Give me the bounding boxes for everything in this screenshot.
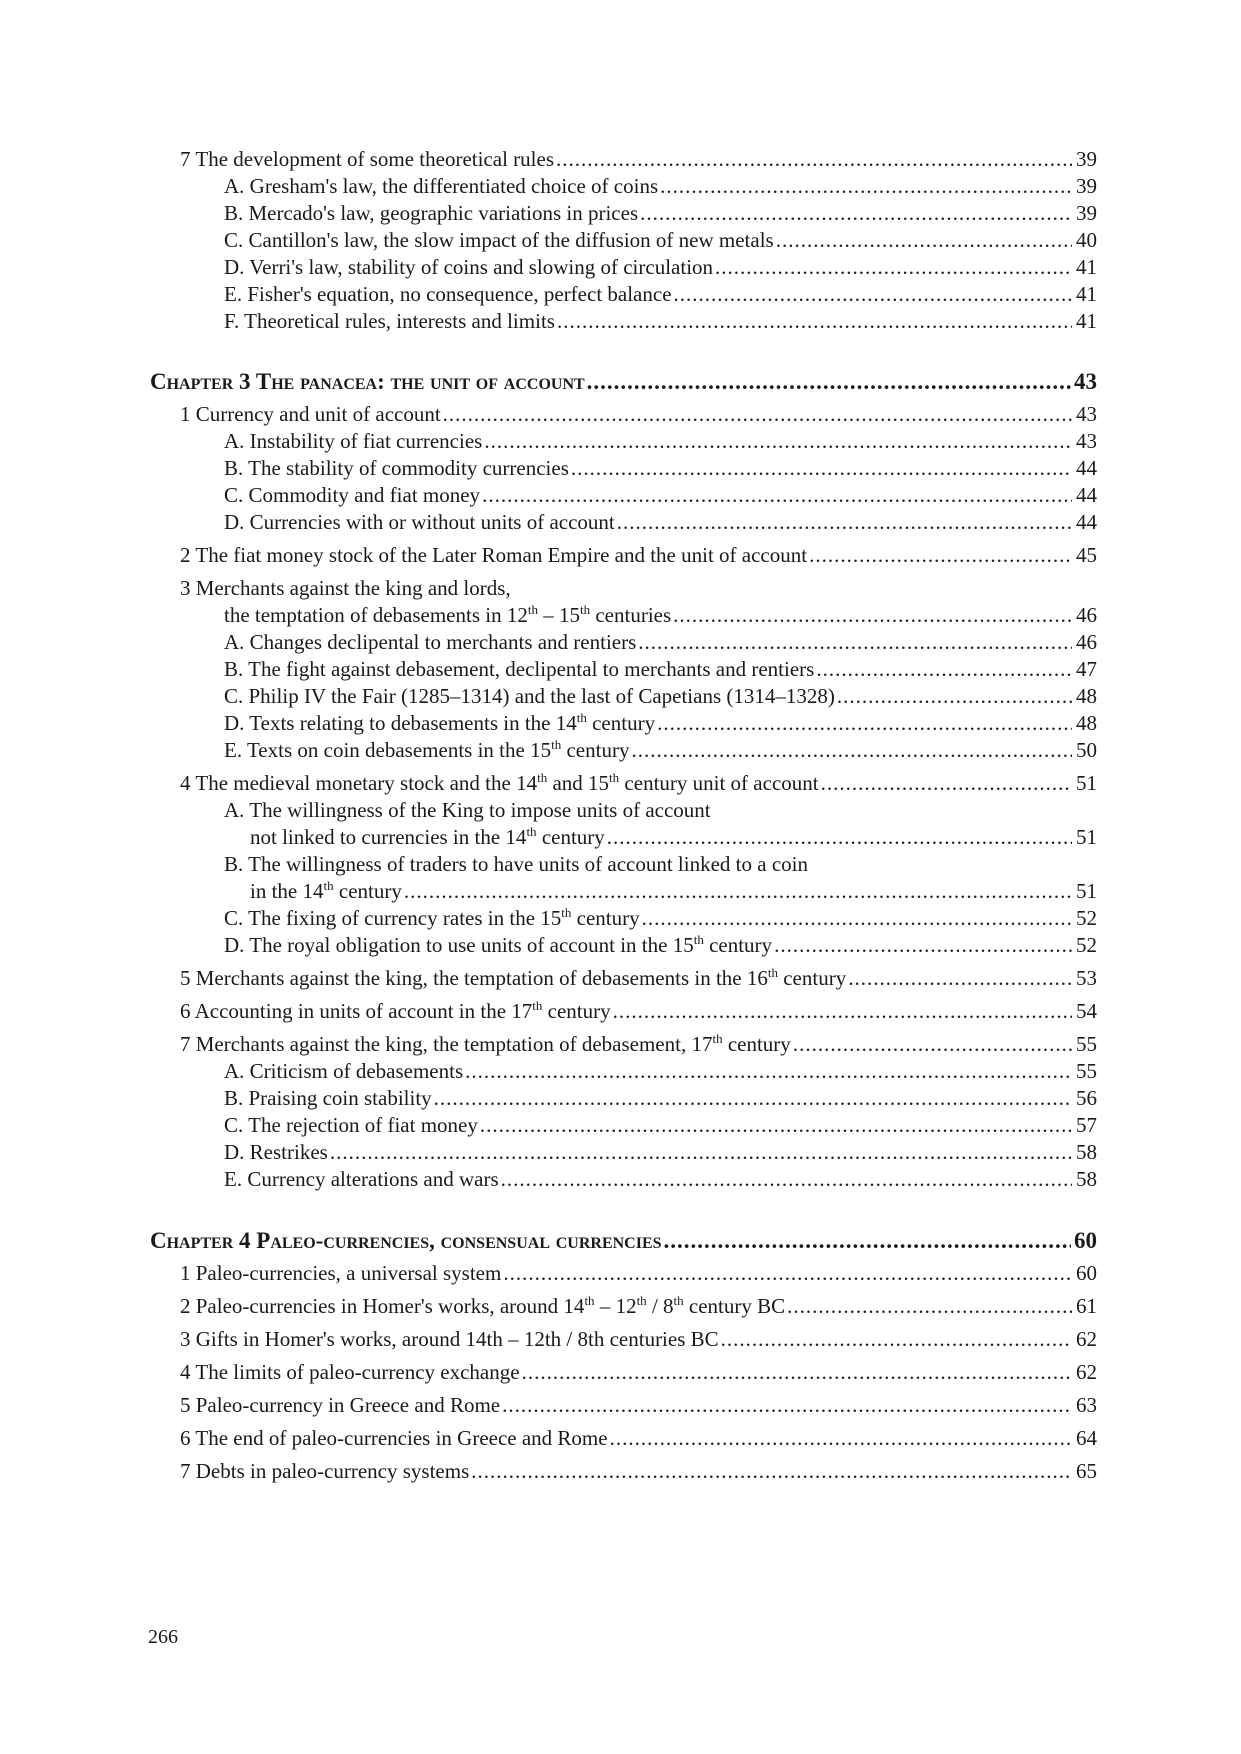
toc-page-number: 55	[1076, 1059, 1097, 1083]
toc-page-number: 63	[1076, 1393, 1097, 1417]
toc-entry-title: 5 Paleo-currency in Greece and Rome	[180, 1393, 501, 1417]
dot-leader	[617, 509, 1072, 536]
toc-entry-title: A. Changes declipental to merchants and rentiers	[224, 630, 637, 654]
dot-leader	[613, 998, 1072, 1025]
chapter-page-number: 43	[1074, 369, 1097, 394]
toc-entry-title: B. Mercado's law, geographic variations in prices	[224, 201, 639, 225]
dot-leader	[642, 905, 1072, 932]
toc-entry[interactable]	[150, 509, 1097, 536]
toc-entry-title: B. The stability of commodity currencies	[224, 456, 569, 480]
toc-entry[interactable]	[150, 683, 1097, 710]
toc-entry[interactable]	[150, 1392, 1097, 1419]
toc-entry-title: D. The royal obligation to use units of account in the 15th century	[224, 932, 773, 957]
toc-page-number: 39	[1076, 174, 1097, 198]
toc-page-number: 39	[1076, 147, 1097, 171]
toc-page-number: 64	[1076, 1426, 1097, 1450]
toc-entry[interactable]	[150, 428, 1097, 455]
dot-leader	[610, 1425, 1072, 1452]
toc-entry[interactable]	[150, 851, 1097, 878]
toc-page-number: 50	[1076, 738, 1097, 762]
dot-leader	[434, 1085, 1072, 1112]
dot-leader	[556, 146, 1072, 173]
toc-chapter-heading[interactable]	[150, 1225, 1097, 1256]
toc-entry[interactable]	[150, 797, 1097, 824]
toc-entry-title: 3 Gifts in Homer's works, around 14th – 12th / 8th centuries BC	[180, 1327, 719, 1351]
dot-leader	[330, 1139, 1072, 1166]
toc-entry-title: B. Praising coin stability	[224, 1086, 432, 1110]
toc-entry-title: 7 Merchants against the king, the temptation of debasement, 17th century	[180, 1031, 791, 1056]
toc-page-number: 44	[1076, 483, 1097, 507]
toc-entry-title: E. Fisher's equation, no consequence, perfect balance	[224, 282, 672, 306]
dot-leader	[640, 200, 1072, 227]
toc-entry[interactable]	[150, 824, 1097, 851]
dot-leader	[673, 602, 1072, 629]
toc-entry-title: 2 The fiat money stock of the Later Roman Empire and the unit of account	[180, 543, 808, 567]
toc-entry[interactable]	[150, 1139, 1097, 1166]
toc-entry[interactable]	[150, 146, 1097, 173]
dot-leader	[465, 1058, 1072, 1085]
chapter-title: Chapter 3 The panacea: the unit of account	[150, 369, 585, 394]
dot-leader	[776, 227, 1072, 254]
toc-page-number: 44	[1076, 510, 1097, 534]
dot-leader	[793, 1031, 1072, 1058]
toc-page-number: 52	[1076, 933, 1097, 957]
dot-leader	[774, 932, 1072, 959]
toc-entry[interactable]	[150, 710, 1097, 737]
toc-page-number: 51	[1076, 825, 1097, 849]
toc-entry[interactable]	[150, 1085, 1097, 1112]
toc-page-number: 58	[1076, 1167, 1097, 1191]
toc-entry[interactable]	[150, 1359, 1097, 1386]
dot-leader	[848, 965, 1072, 992]
dot-leader	[522, 1359, 1072, 1386]
dot-leader	[715, 254, 1072, 281]
toc-entry[interactable]	[150, 998, 1097, 1025]
toc-entry-title: E. Texts on coin debasements in the 15th century	[224, 737, 630, 762]
toc-entry-title: C. Cantillon's law, the slow impact of the diffusion of new metals	[224, 228, 774, 252]
dot-leader	[809, 542, 1072, 569]
toc-entry-title: A. Criticism of debasements	[224, 1059, 464, 1083]
toc-entry-title: 4 The medieval monetary stock and the 14th and 15th century unit of account	[180, 770, 819, 795]
toc-entry-title: A. Gresham's law, the differentiated choice of coins	[224, 174, 659, 198]
toc-page-number: 53	[1076, 966, 1097, 990]
toc-entry-title: B. The fight against debasement, declipental to merchants and rentiers	[224, 657, 815, 681]
toc-page-number: 41	[1076, 282, 1097, 306]
toc-page-number: 45	[1076, 543, 1097, 567]
toc-page-number: 41	[1076, 309, 1097, 333]
toc-page-number: 65	[1076, 1459, 1097, 1483]
dot-leader	[638, 629, 1072, 656]
chapter-title: Chapter 4 Paleo-currencies, consensual currencies	[150, 1228, 662, 1253]
dot-leader	[501, 1166, 1072, 1193]
toc-entry-title: D. Restrikes	[224, 1140, 328, 1164]
dot-leader	[480, 1112, 1072, 1139]
page-number: 266	[148, 1626, 178, 1648]
toc-entry[interactable]	[150, 1260, 1097, 1287]
toc-entry-title: 7 Debts in paleo-currency systems	[180, 1459, 470, 1483]
toc-page-number: 52	[1076, 906, 1097, 930]
toc-entry-title: E. Currency alterations and wars	[224, 1167, 499, 1191]
toc-entry-title: 1 Paleo-currencies, a universal system	[180, 1261, 502, 1285]
toc-entry-title: 6 Accounting in units of account in the 17th century	[180, 998, 611, 1023]
dot-leader	[821, 770, 1072, 797]
toc-entry-title: 2 Paleo-currencies in Homer's works, around 14th – 12th / 8th century BC	[180, 1293, 786, 1318]
toc-entry[interactable]	[150, 542, 1097, 569]
dot-leader	[631, 737, 1072, 764]
toc-entry[interactable]	[150, 770, 1097, 797]
toc-entry-title: A. The willingness of the King to impose units of account	[224, 798, 711, 822]
toc-entry-title: B. The willingness of traders to have units of account linked to a coin	[224, 852, 808, 876]
toc-entry-title: 6 The end of paleo-currencies in Greece and Rome	[180, 1426, 608, 1450]
toc-entry[interactable]	[150, 737, 1097, 764]
toc-entry[interactable]	[150, 1058, 1097, 1085]
toc-page-number: 51	[1076, 879, 1097, 903]
toc-entry[interactable]	[150, 656, 1097, 683]
toc-entry-title: C. The fixing of currency rates in the 15th century	[224, 905, 640, 930]
dot-leader	[502, 1392, 1072, 1419]
chapter-page-number: 60	[1074, 1228, 1097, 1253]
toc-entry-title: C. Philip IV the Fair (1285–1314) and the last of Capetians (1314–1328)	[224, 684, 835, 708]
dot-leader	[443, 401, 1072, 428]
toc-entry[interactable]	[150, 254, 1097, 281]
toc-entry-title: not linked to currencies in the 14th century	[250, 824, 605, 849]
toc-page-number: 44	[1076, 456, 1097, 480]
toc-page-number: 43	[1076, 402, 1097, 426]
toc-entry-title: in the 14th century	[250, 878, 402, 903]
toc-entry-title: the temptation of debasements in 12th – 15th centuries	[224, 602, 672, 627]
toc-entry-title: 7 The development of some theoretical rules	[180, 147, 554, 171]
toc-entry[interactable]	[150, 1326, 1097, 1353]
toc-entry[interactable]	[150, 1166, 1097, 1193]
toc-entry[interactable]	[150, 905, 1097, 932]
toc-entry[interactable]	[150, 281, 1097, 308]
toc-entry[interactable]	[150, 173, 1097, 200]
dot-leader	[587, 366, 1071, 397]
toc-page-number: 58	[1076, 1140, 1097, 1164]
dot-leader	[657, 710, 1072, 737]
toc-entry[interactable]	[150, 200, 1097, 227]
toc-entry[interactable]	[150, 401, 1097, 428]
toc-entry[interactable]	[150, 1458, 1097, 1485]
toc-page-number: 57	[1076, 1113, 1097, 1137]
dot-leader	[571, 455, 1072, 482]
toc-entry-title: D. Currencies with or without units of account	[224, 510, 615, 534]
toc-entry[interactable]	[150, 1293, 1097, 1320]
toc-entry-title: D. Texts relating to debasements in the 14th century	[224, 710, 656, 735]
toc-page-number: 62	[1076, 1327, 1097, 1351]
toc-entry[interactable]	[150, 1031, 1097, 1058]
dot-leader	[660, 173, 1072, 200]
toc-entry[interactable]	[150, 932, 1097, 959]
dot-leader	[674, 281, 1072, 308]
toc-page-number: 40	[1076, 228, 1097, 252]
dot-leader	[557, 308, 1072, 335]
dot-leader	[482, 482, 1072, 509]
toc-entry[interactable]	[150, 308, 1097, 335]
toc-entry[interactable]	[150, 455, 1097, 482]
table-of-contents	[150, 146, 1097, 1485]
dot-leader	[721, 1326, 1072, 1353]
toc-entry[interactable]	[150, 965, 1097, 992]
toc-entry-title: 3 Merchants against the king and lords,	[180, 576, 511, 600]
toc-page-number: 54	[1076, 999, 1097, 1023]
dot-leader	[664, 1225, 1071, 1256]
toc-page-number: 47	[1076, 657, 1097, 681]
toc-entry-title: 1 Currency and unit of account	[180, 402, 441, 426]
toc-entry-title: C. Commodity and fiat money	[224, 483, 481, 507]
toc-page-number: 41	[1076, 255, 1097, 279]
toc-entry[interactable]	[150, 602, 1097, 629]
toc-entry-title: C. The rejection of fiat money	[224, 1113, 478, 1137]
toc-page-number: 62	[1076, 1360, 1097, 1384]
toc-entry[interactable]	[150, 482, 1097, 509]
toc-entry[interactable]	[150, 1112, 1097, 1139]
toc-entry-title: D. Verri's law, stability of coins and slowing of circulation	[224, 255, 714, 279]
toc-page-number: 55	[1076, 1032, 1097, 1056]
toc-chapter-heading[interactable]	[150, 366, 1097, 397]
toc-page-number: 39	[1076, 201, 1097, 225]
dot-leader	[837, 683, 1072, 710]
dot-leader	[816, 656, 1072, 683]
toc-page-number: 51	[1076, 771, 1097, 795]
toc-entry[interactable]	[150, 878, 1097, 905]
toc-page-number: 60	[1076, 1261, 1097, 1285]
toc-entry[interactable]	[150, 1425, 1097, 1452]
dot-leader	[503, 1260, 1072, 1287]
toc-page-number: 46	[1076, 630, 1097, 654]
toc-entry[interactable]	[150, 575, 1097, 602]
toc-page-number: 48	[1076, 684, 1097, 708]
dot-leader	[404, 878, 1072, 905]
toc-entry-title: 5 Merchants against the king, the temptation of debasements in the 16th century	[180, 965, 847, 990]
toc-page-number: 43	[1076, 429, 1097, 453]
toc-entry-title: F. Theoretical rules, interests and limits	[224, 309, 555, 333]
dot-leader	[484, 428, 1072, 455]
toc-page-number: 48	[1076, 711, 1097, 735]
dot-leader	[471, 1458, 1072, 1485]
toc-page-number: 61	[1076, 1294, 1097, 1318]
dot-leader	[607, 824, 1072, 851]
toc-page-number: 56	[1076, 1086, 1097, 1110]
toc-entry[interactable]	[150, 629, 1097, 656]
dot-leader	[787, 1293, 1072, 1320]
toc-entry[interactable]	[150, 227, 1097, 254]
toc-entry-title: A. Instability of fiat currencies	[224, 429, 483, 453]
toc-entry-title: 4 The limits of paleo-currency exchange	[180, 1360, 520, 1384]
toc-page-number: 46	[1076, 603, 1097, 627]
